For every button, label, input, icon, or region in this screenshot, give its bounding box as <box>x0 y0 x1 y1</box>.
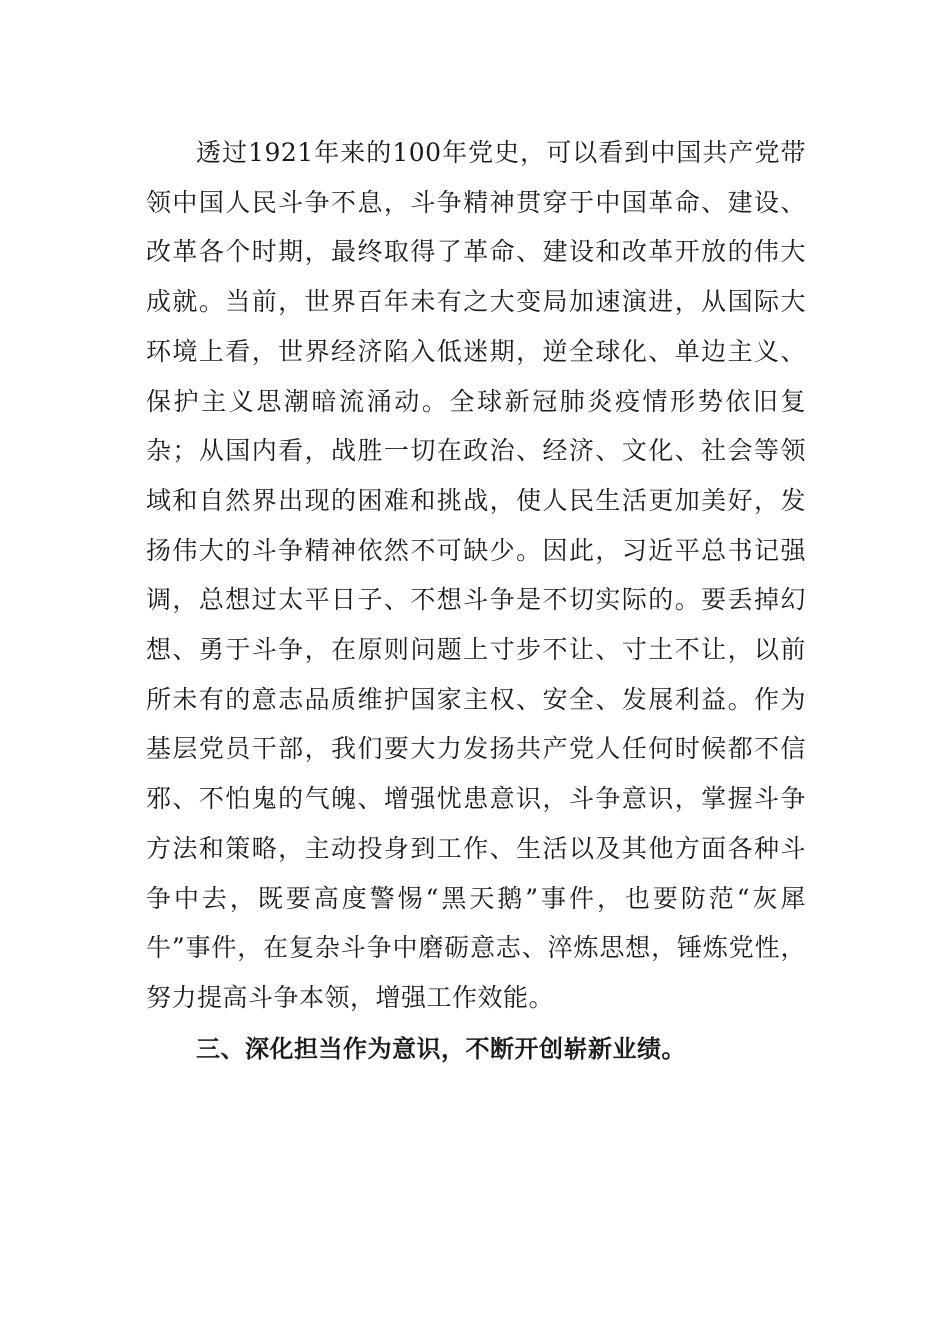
body-paragraph: 透过1921年来的100年党史，可以看到中国共产党带领中国人民斗争不息，斗争精神贯穿于中国革命、建设、改革各个时期，最终取得了革命、建设和改革开放的伟大成就。当前，世界百年未有之大变局加速演进，从国际大环境上看，世界经济陷入低迷期，逆全球化、单边主义、保护主义思潮暗流涌动。全球新冠肺炎疫情形势依旧复杂；从国内看，战胜一切在政治、经济、文化、社会等领域和自然界出现的困难和挑战，使人民生活更加美好，发扬伟大的斗争精神依然不可缺少。因此，习近平总书记强调，总想过太平日子、不想斗争是不切实际的。要丢掉幻想、勇于斗争，在原则问题上寸步不让、寸土不让，以前所未有的意志品质维护国家主权、安全、发展利益。作为基层党员干部，我们要大力发扬共产党人任何时候都不信邪、不怕鬼的气魄、增强忧患意识，斗争意识，掌握斗争方法和策略，主动投身到工作、生活以及其他方面各种斗争中去，既要高度警惕“黑天鹅”事件，也要防范“灰犀牛”事件，在复杂斗争中磨砺意志、淬炼思想，锤炼党性，努力提高斗争本领，增强工作效能。 <box>146 138 806 1012</box>
section-heading: 三、深化担当作为意识，不断开创崭新业绩。 <box>196 1035 686 1063</box>
